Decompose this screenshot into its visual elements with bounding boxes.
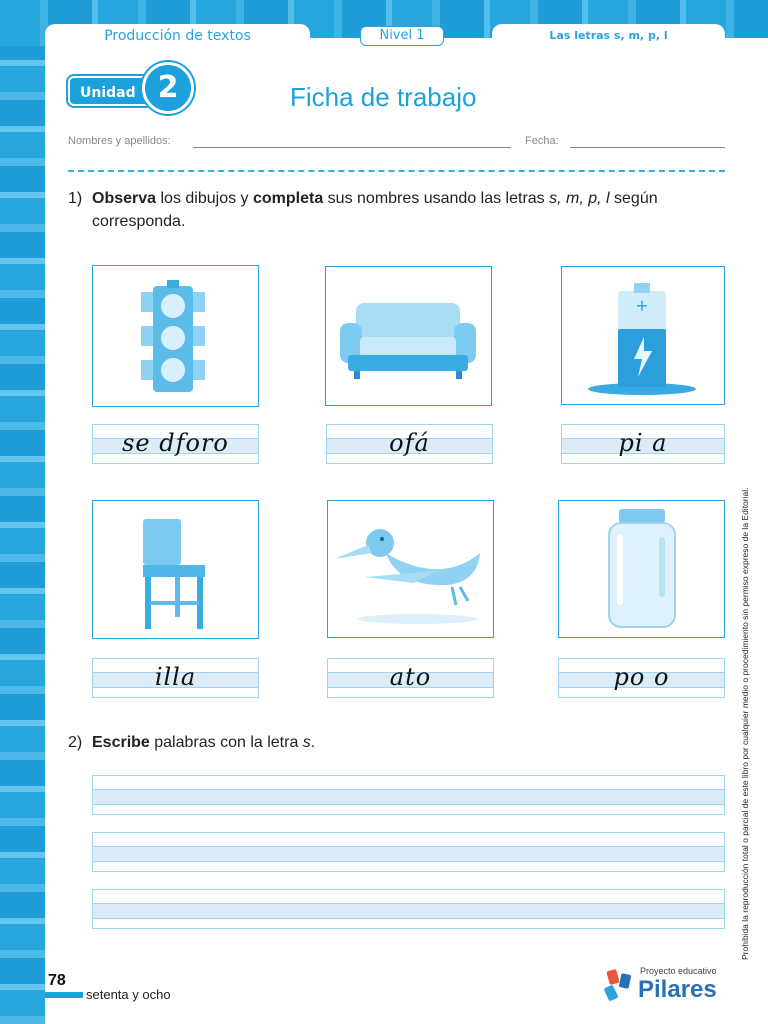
answer-line[interactable] [92,658,259,698]
jar-picture [558,500,725,638]
chair-icon [93,501,257,637]
question-1-verb-complete: completa [252,190,324,207]
question-2-letter: s [302,734,311,751]
traffic-light-icon [93,266,257,405]
date-field[interactable] [570,147,725,148]
duck-icon [328,501,492,636]
question-2-text-end: . [310,734,316,751]
svg-text:+: + [635,296,649,315]
question-1-verb-observe: Observa [92,190,157,207]
question-1-text: según [609,190,658,207]
question-1-text: sus nombres usando las letras [323,190,550,207]
question-1-letters: s, m, p, l [549,190,610,207]
answer-line[interactable] [561,424,725,464]
logo-wordmark: Pilares [638,976,717,1003]
page-number-words: setenta y ocho [86,987,171,1002]
page-number-bar [45,992,83,998]
question-1 [68,187,725,233]
cursive-word: pi a [618,429,668,457]
page-title: Ficha de trabajo [290,82,477,112]
unit-number: 2 [142,62,194,114]
unit-label: Unidad [68,76,152,106]
answer-line[interactable] [558,658,725,698]
left-decorative-strip [0,0,45,1024]
name-field[interactable] [193,147,511,148]
name-label: Nombres y apellidos: [68,135,171,147]
duck-picture [327,500,494,638]
section-tab: Producción de textos [45,24,310,46]
question-1-text: los dibujos y [156,190,253,207]
logo-subtitle: Proyecto educativo [640,966,717,976]
sofa-picture [325,266,492,406]
copyright-notice: Prohibida la reproducción total o parcial de este libro por cualquier medio o procedimiento sin permiso expreso de la Editorial. [740,487,750,960]
pilares-logo-icon [602,968,636,1004]
level-tab: Nivel 1 [360,26,444,46]
battery-picture [561,266,725,405]
question-1-line2: corresponda. [92,213,186,230]
answer-line[interactable] [326,424,493,464]
answer-line[interactable] [92,424,259,464]
guide-band [93,903,724,919]
topic-tab: Las letras s, m, p, l [492,24,725,46]
cursive-word: illa [154,663,197,691]
question-1-number: 1) [68,190,83,207]
dashed-divider [68,170,725,172]
cursive-word: po o [613,663,670,691]
guide-band [93,846,724,862]
guide-band [93,789,724,805]
battery-icon [562,267,723,403]
jar-icon [559,501,723,636]
answer-line[interactable] [327,658,494,698]
chair-picture [92,500,259,639]
cursive-word: ato [389,663,432,691]
writing-line[interactable] [92,832,725,872]
cursive-word: se dforo [122,429,229,457]
unit-badge [68,62,190,118]
sofa-icon [326,267,490,404]
question-2-number: 2) [68,734,83,751]
writing-line[interactable] [92,889,725,929]
question-2 [68,734,315,752]
question-2-verb-write: Escribe [92,734,150,751]
publisher-logo [600,964,730,1008]
date-label: Fecha: [525,135,559,147]
question-2-text: palabras con la letra [149,734,303,751]
writing-line[interactable] [92,775,725,815]
traffic-light-picture [92,265,259,407]
page-number: 78 [48,972,66,989]
cursive-word: ofá [389,429,430,457]
